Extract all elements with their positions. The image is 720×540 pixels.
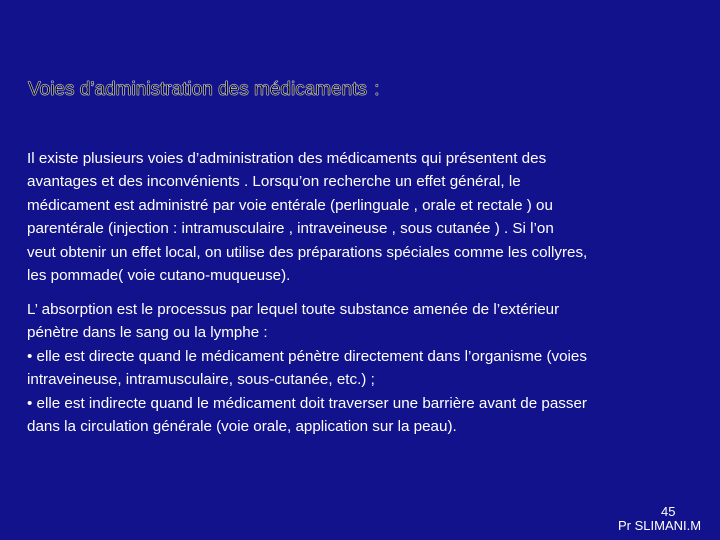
paragraph-line: L’ absorption est le processus par lequel toute substance amenée de l’extérieur (27, 301, 560, 318)
bullet-direct-absorption: • elle est directe quand le médicament pénètre directement dans l’organisme (voies (27, 347, 587, 365)
paragraph-line: veut obtenir un effet local, on utilise des préparations spéciales comme les collyres, (27, 243, 588, 261)
slide-title-colon: : (374, 79, 380, 100)
author-footer: Pr SLIMANI.M (618, 518, 702, 533)
paragraph-administration-routes (27, 147, 707, 287)
slide-title-text: Voies d’administration des médicaments (28, 79, 368, 100)
paragraph-line: intraveineuse, intramusculaire, sous-cutanée, etc.) ; (27, 371, 375, 389)
paragraph-line: Il existe plusieurs voies d’administration des médicaments qui présentent des (27, 150, 547, 167)
paragraph-line: dans la circulation générale (voie orale, application sur la peau). (27, 418, 457, 436)
paragraph-line: avantages et des inconvénients . Lorsqu’on recherche un effet général, le (27, 173, 521, 191)
paragraph-line: pénètre dans le sang ou la lymphe : (27, 324, 268, 342)
bullet-indirect-absorption: • elle est indirecte quand le médicament doit traverser une barrière avant de passer (27, 394, 587, 412)
paragraph-line: les pommade( voie cutano-muqueuse). (27, 267, 291, 285)
page-number: 45 (661, 504, 676, 519)
paragraph-line: médicament est administré par voie entérale (perlinguale , orale et rectale ) ou (27, 196, 553, 214)
slide-title (28, 78, 708, 102)
paragraph-absorption (27, 298, 707, 438)
paragraph-line: parentérale (injection : intramusculaire , intraveineuse , sous cutanée ) . Si l’on (27, 220, 554, 238)
